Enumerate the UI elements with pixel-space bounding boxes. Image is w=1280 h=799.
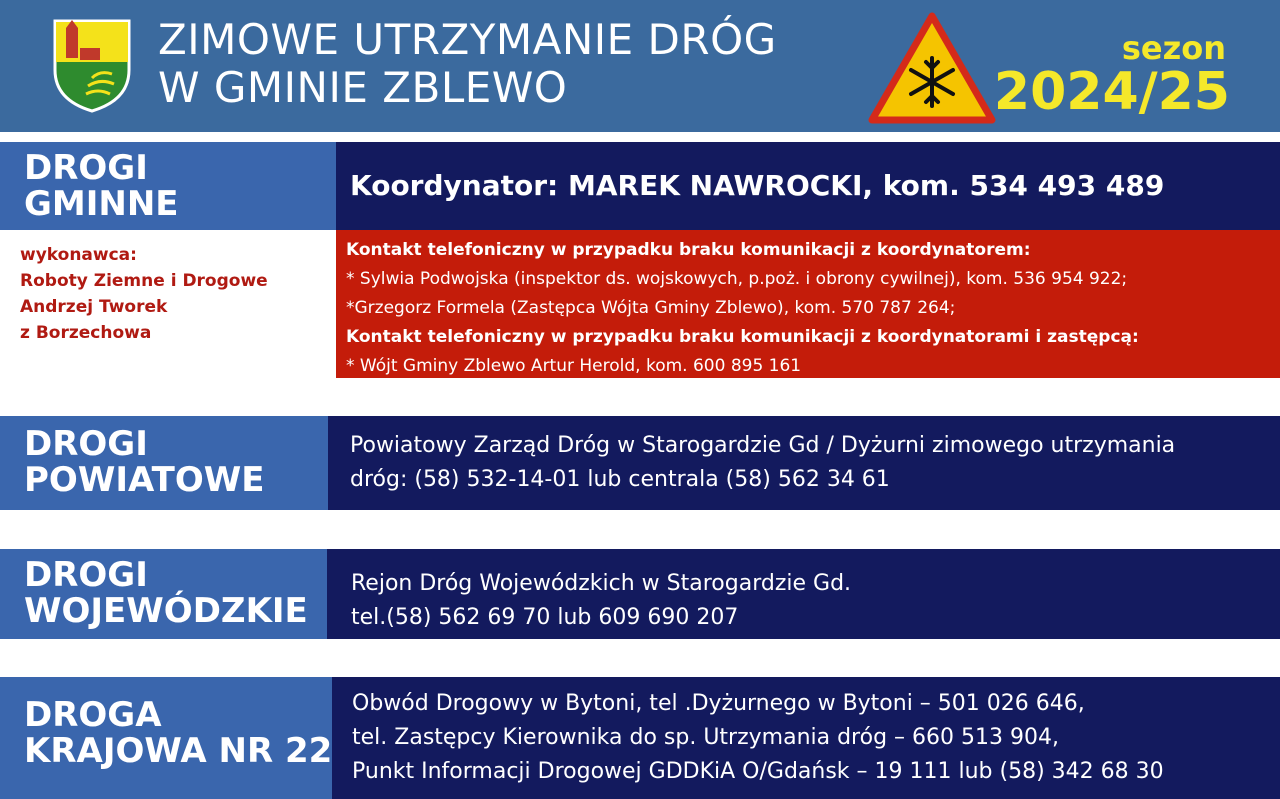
season-label: sezon <box>1121 29 1226 67</box>
info-line: Rejon Dróg Wojewódzkich w Starogardzie Gd. <box>351 571 852 596</box>
info-line: Obwód Drogowy w Bytoni, tel .Dyżurnego w Bytoni – 501 026 646, <box>352 691 1085 716</box>
wojewodzkie-info <box>327 549 1280 639</box>
info-line: Powiatowy Zarząd Dróg w Starogardzie Gd / Dyżurni zimowego utrzymania <box>350 433 1176 458</box>
header-banner <box>0 0 1280 132</box>
contact-heading: Kontakt telefoniczny w przypadku braku komunikacji z koordynatorem: <box>346 240 1031 260</box>
info-line: dróg: (58) 532-14-01 lub centrala (58) 562 34 61 <box>350 467 890 492</box>
tag-line-1: DROGA <box>24 695 162 735</box>
info-line: tel. Zastępcy Kierownika do sp. Utrzymania dróg – 660 513 904, <box>352 725 1059 750</box>
krajowa-info <box>332 677 1280 799</box>
tag-line-2: POWIATOWE <box>24 460 265 500</box>
contractor-line: Roboty Ziemne i Drogowe <box>20 271 268 291</box>
contractor-line: wykonawca: <box>20 245 137 265</box>
powiatowe-info <box>328 416 1280 510</box>
title-line-1: ZIMOWE UTRZYMANIE DRÓG <box>158 15 777 64</box>
tag-line-1: DROGI <box>24 148 148 188</box>
coat-of-arms-icon <box>52 18 132 114</box>
section-tag-powiatowe <box>0 416 328 510</box>
section-tag-gminne <box>0 142 336 230</box>
contact-line: *Grzegorz Formela (Zastępca Wójta Gminy Zblewo), kom. 570 787 264; <box>346 298 956 318</box>
contractor-line: Andrzej Tworek <box>20 297 168 317</box>
info-line: tel.(58) 562 69 70 lub 609 690 207 <box>351 605 739 630</box>
tag-line-1: DROGI <box>24 555 148 595</box>
coordinator-info: Koordynator: MAREK NAWROCKI, kom. 534 493 489 <box>336 142 1280 230</box>
tag-line-2: GMINNE <box>24 184 179 224</box>
section-tag-wojewodzkie <box>0 549 327 639</box>
section-tag-krajowa <box>0 677 332 799</box>
contact-heading: Kontakt telefoniczny w przypadku braku komunikacji z koordynatorami i zastępcą: <box>346 327 1139 347</box>
info-line: Punkt Informacji Drogowej GDDKiA O/Gdańsk – 19 111 lub (58) 342 68 30 <box>352 759 1164 784</box>
contact-line: * Wójt Gminy Zblewo Artur Herold, kom. 600 895 161 <box>346 356 802 376</box>
emergency-contacts-box <box>336 230 1280 378</box>
season-year: 2024/25 <box>993 62 1230 122</box>
title-line-2: W GMINIE ZBLEWO <box>158 63 568 112</box>
contractor-info <box>20 242 268 346</box>
tag-line-2: KRAJOWA NR 22 <box>24 731 333 771</box>
tag-line-2: WOJEWÓDZKIE <box>24 591 308 631</box>
contractor-line: z Borzechowa <box>20 323 152 343</box>
tag-line-1: DROGI <box>24 424 148 464</box>
contact-line: * Sylwia Podwojska (inspektor ds. wojskowych, p.poż. i obrony cywilnej), kom. 536 954 922; <box>346 269 1128 289</box>
page-title <box>158 16 777 112</box>
snowflake-warning-icon <box>868 12 996 126</box>
